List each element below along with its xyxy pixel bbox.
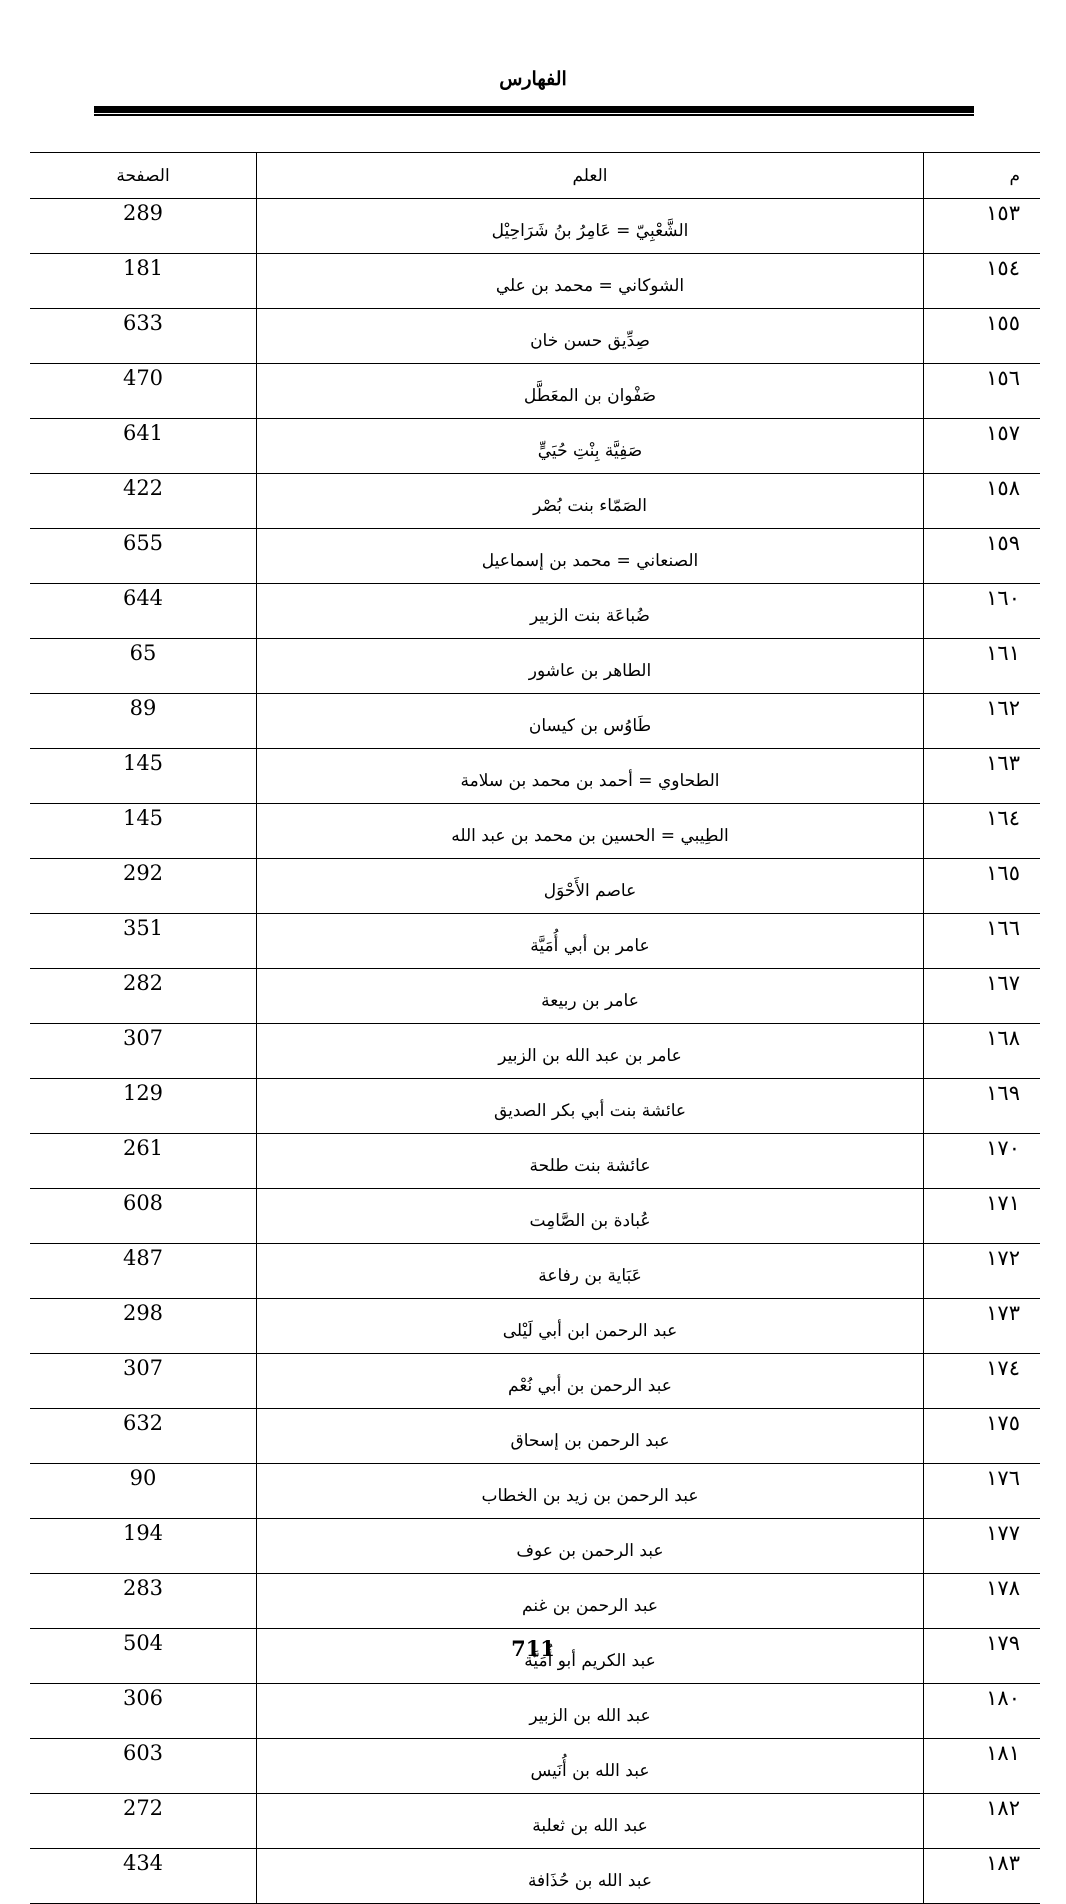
header-name: العلم xyxy=(257,153,924,199)
row-page: 272 xyxy=(30,1794,257,1849)
table-row xyxy=(30,694,1040,749)
row-number: ١٥٩ xyxy=(924,529,1041,584)
row-name: عبد الرحمن بن عوف xyxy=(257,1519,924,1574)
row-number: ١٨٣ xyxy=(924,1849,1041,1904)
row-number: ١٧١ xyxy=(924,1189,1041,1244)
row-name: عائشة بنت طلحة xyxy=(257,1134,924,1189)
row-number: ١٧٦ xyxy=(924,1464,1041,1519)
row-page: 65 xyxy=(30,639,257,694)
row-name: عبد الله بن حُذَافة xyxy=(257,1849,924,1904)
row-number: ١٦٣ xyxy=(924,749,1041,804)
row-number: ١٧٤ xyxy=(924,1354,1041,1409)
table-row xyxy=(30,1409,1040,1464)
table-row xyxy=(30,1849,1040,1904)
table-row xyxy=(30,419,1040,474)
table-row xyxy=(30,529,1040,584)
table-row xyxy=(30,1299,1040,1354)
row-page: 306 xyxy=(30,1684,257,1739)
table-row xyxy=(30,309,1040,364)
row-name: صِدِّيق حسن خان xyxy=(257,309,924,364)
row-number: ١٥٤ xyxy=(924,254,1041,309)
row-name: الطِيبي = الحسين بن محمد بن عبد الله xyxy=(257,804,924,859)
row-page: 434 xyxy=(30,1849,257,1904)
table-row xyxy=(30,749,1040,804)
row-number: ١٦٤ xyxy=(924,804,1041,859)
row-name: عَبَاية بن رفاعة xyxy=(257,1244,924,1299)
row-page: 603 xyxy=(30,1739,257,1794)
header-num: م xyxy=(924,153,1041,199)
row-page: 307 xyxy=(30,1024,257,1079)
row-number: ١٦٦ xyxy=(924,914,1041,969)
page-number: 711 xyxy=(511,1636,555,1661)
table-row xyxy=(30,199,1040,254)
row-page: 470 xyxy=(30,364,257,419)
row-number: ١٧٠ xyxy=(924,1134,1041,1189)
row-number: ١٧٩ xyxy=(924,1629,1041,1684)
table-row xyxy=(30,639,1040,694)
row-page: 641 xyxy=(30,419,257,474)
row-number: ١٧٨ xyxy=(924,1574,1041,1629)
row-number: ١٨٢ xyxy=(924,1794,1041,1849)
row-page: 487 xyxy=(30,1244,257,1299)
table-row xyxy=(30,584,1040,639)
row-page: 181 xyxy=(30,254,257,309)
row-page: 307 xyxy=(30,1354,257,1409)
row-name: عبد الرحمن بن إسحاق xyxy=(257,1409,924,1464)
row-number: ١٦٢ xyxy=(924,694,1041,749)
row-name: عبد الله بن أُنَيس xyxy=(257,1739,924,1794)
row-page: 632 xyxy=(30,1409,257,1464)
row-name: ضُباعَة بنت الزبير xyxy=(257,584,924,639)
row-page: 145 xyxy=(30,749,257,804)
row-name: صَفْوان بن المعَطَّل xyxy=(257,364,924,419)
row-name: عُبادة بن الصَّامِت xyxy=(257,1189,924,1244)
row-number: ١٦١ xyxy=(924,639,1041,694)
table-row xyxy=(30,1519,1040,1574)
row-page: 504 xyxy=(30,1629,257,1684)
row-number: ١٥٣ xyxy=(924,199,1041,254)
row-number: ١٧٥ xyxy=(924,1409,1041,1464)
row-page: 129 xyxy=(30,1079,257,1134)
row-name: الطاهر بن عاشور xyxy=(257,639,924,694)
row-name: عائشة بنت أبي بكر الصديق xyxy=(257,1079,924,1134)
row-page: 145 xyxy=(30,804,257,859)
row-name: عاصم الأَحْوَل xyxy=(257,859,924,914)
row-page: 90 xyxy=(30,1464,257,1519)
row-name: الطحاوي = أحمد بن محمد بن سلامة xyxy=(257,749,924,804)
row-number: ١٥٨ xyxy=(924,474,1041,529)
row-page: 292 xyxy=(30,859,257,914)
row-page: 261 xyxy=(30,1134,257,1189)
row-page: 644 xyxy=(30,584,257,639)
row-number: ١٨٠ xyxy=(924,1684,1041,1739)
row-page: 351 xyxy=(30,914,257,969)
row-number: ١٥٦ xyxy=(924,364,1041,419)
row-name: الصنعاني = محمد بن إسماعيل xyxy=(257,529,924,584)
table-row xyxy=(30,1189,1040,1244)
row-name: الصَمّاء بنت بُصْر xyxy=(257,474,924,529)
table-row xyxy=(30,1134,1040,1189)
row-page: 283 xyxy=(30,1574,257,1629)
row-page: 89 xyxy=(30,694,257,749)
row-number: ١٦٠ xyxy=(924,584,1041,639)
row-page: 608 xyxy=(30,1189,257,1244)
row-number: ١٧٧ xyxy=(924,1519,1041,1574)
header-rule-thin xyxy=(94,114,974,116)
row-page: 655 xyxy=(30,529,257,584)
table-row xyxy=(30,859,1040,914)
row-page: 194 xyxy=(30,1519,257,1574)
row-page: 298 xyxy=(30,1299,257,1354)
row-number: ١٧٣ xyxy=(924,1299,1041,1354)
row-name: طَاوُس بن كيسان xyxy=(257,694,924,749)
table-row xyxy=(30,1024,1040,1079)
table-row xyxy=(30,474,1040,529)
row-number: ١٨١ xyxy=(924,1739,1041,1794)
row-name: الشوكاني = محمد بن علي xyxy=(257,254,924,309)
row-number: ١٦٩ xyxy=(924,1079,1041,1134)
table-header-row xyxy=(30,153,1040,199)
table-row xyxy=(30,1079,1040,1134)
header-page: الصفحة xyxy=(30,153,257,199)
row-name: عامر بن عبد الله بن الزبير xyxy=(257,1024,924,1079)
header-rule xyxy=(94,106,974,113)
table-row xyxy=(30,914,1040,969)
table-row xyxy=(30,1794,1040,1849)
row-number: ١٦٥ xyxy=(924,859,1041,914)
row-number: ١٦٨ xyxy=(924,1024,1041,1079)
row-number: ١٥٥ xyxy=(924,309,1041,364)
row-number: ١٥٧ xyxy=(924,419,1041,474)
table-row xyxy=(30,1244,1040,1299)
row-name: عامر بن ربيعة xyxy=(257,969,924,1024)
table-row xyxy=(30,1464,1040,1519)
table-row xyxy=(30,364,1040,419)
row-page: 282 xyxy=(30,969,257,1024)
row-name: عبد الله بن ثعلبة xyxy=(257,1794,924,1849)
table-row xyxy=(30,254,1040,309)
row-page: 633 xyxy=(30,309,257,364)
row-name: عامر بن أبي أُمَيَّة xyxy=(257,914,924,969)
row-number: ١٧٢ xyxy=(924,1244,1041,1299)
row-name: عبد الرحمن بن أبي نُعْم xyxy=(257,1354,924,1409)
table-row xyxy=(30,969,1040,1024)
row-name: عبد الرحمن بن زيد بن الخطاب xyxy=(257,1464,924,1519)
table-row xyxy=(30,1574,1040,1629)
row-number: ١٦٧ xyxy=(924,969,1041,1024)
running-head: الفهارس xyxy=(499,68,567,90)
row-name: عبد الكريم أبو أُمَيَّة xyxy=(257,1629,924,1684)
table-row xyxy=(30,1354,1040,1409)
row-name: الشَّعْبِيّ = عَامِرُ بنُ شَرَاحِيْل xyxy=(257,199,924,254)
row-name: عبد الرحمن بن غنم xyxy=(257,1574,924,1629)
table-row xyxy=(30,804,1040,859)
row-page: 289 xyxy=(30,199,257,254)
table-row xyxy=(30,1684,1040,1739)
table-row xyxy=(30,1739,1040,1794)
row-name: صَفِيَّة بِنْتِ حُيَيٍّ xyxy=(257,419,924,474)
row-name: عبد الله بن الزبير xyxy=(257,1684,924,1739)
row-name: عبد الرحمن ابن أبي لَيْلى xyxy=(257,1299,924,1354)
row-page: 422 xyxy=(30,474,257,529)
